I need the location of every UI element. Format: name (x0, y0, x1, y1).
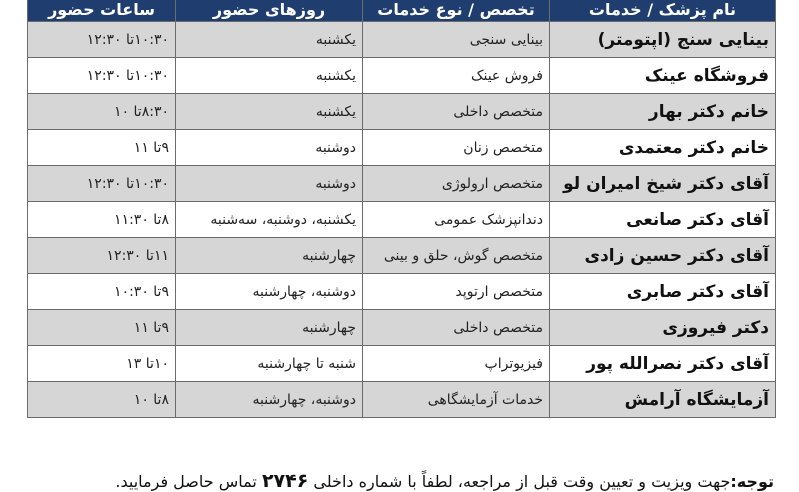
hours-cell: ۱۰:۳۰تا ۱۲:۳۰ (28, 166, 176, 202)
table-row (28, 346, 776, 382)
service-cell: متخصص ارولوژی (363, 166, 550, 202)
hours-cell: ۱۰:۳۰تا ۱۲:۳۰ (28, 58, 176, 94)
hours-cell: ۹تا ۱۱ (28, 310, 176, 346)
clinic-schedule-table (27, 0, 776, 418)
hours-cell: ۱۰تا ۱۳ (28, 346, 176, 382)
provider-cell: بینایی سنج (اپتومتر) (550, 22, 776, 58)
hours-cell: ۱۱تا ۱۲:۳۰ (28, 238, 176, 274)
table-row (28, 238, 776, 274)
provider-cell: آقای دکتر صابری (550, 274, 776, 310)
hours-cell: ۹تا ۱۱ (28, 130, 176, 166)
table-row (28, 166, 776, 202)
service-cell: متخصص زنان (363, 130, 550, 166)
table-row (28, 94, 776, 130)
days-cell: دوشنبه (176, 166, 363, 202)
days-cell: یکشنبه، دوشنبه، سه‌شنبه (176, 202, 363, 238)
table-row (28, 130, 776, 166)
table-row (28, 274, 776, 310)
provider-cell: آقای دکتر شیخ امیران لو (550, 166, 776, 202)
table-row (28, 22, 776, 58)
provider-cell: آقای دکتر نصرالله پور (550, 346, 776, 382)
days-cell: دوشنبه، چهارشنبه (176, 274, 363, 310)
provider-cell: آقای دکتر حسین زادی (550, 238, 776, 274)
provider-cell: خانم دکتر معتمدی (550, 130, 776, 166)
service-cell: متخصص داخلی (363, 94, 550, 130)
provider-cell: فروشگاه عینک (550, 58, 776, 94)
header-row (28, 0, 776, 22)
service-cell: خدمات آزمایشگاهی (363, 382, 550, 418)
days-cell: یکشنبه (176, 22, 363, 58)
table-row (28, 58, 776, 94)
days-cell: چهارشنبه (176, 238, 363, 274)
table-row (28, 310, 776, 346)
note-label: توجه: (730, 472, 774, 491)
days-cell: یکشنبه (176, 58, 363, 94)
table-header (28, 0, 776, 22)
provider-cell: آقای دکتر صانعی (550, 202, 776, 238)
extension-number: ۲۷۴۶ (261, 470, 309, 492)
service-cell: متخصص ارتوپد (363, 274, 550, 310)
table-row (28, 382, 776, 418)
service-cell: متخصص گوش، حلق و بینی (363, 238, 550, 274)
header-provider: نام پزشک / خدمات (550, 0, 776, 22)
service-cell: متخصص داخلی (363, 310, 550, 346)
hours-cell: ۸:۳۰تا ۱۰ (28, 94, 176, 130)
provider-cell: خانم دکتر بهار (550, 94, 776, 130)
days-cell: دوشنبه (176, 130, 363, 166)
days-cell: چهارشنبه (176, 310, 363, 346)
service-cell: بینایی سنجی (363, 22, 550, 58)
note-text-after: تماس حاصل فرمایید. (115, 472, 257, 491)
note-text-before: جهت ویزیت و تعیین وقت قبل از مراجعه، لطفاً با شماره داخلی (313, 472, 731, 491)
days-cell: شنبه تا چهارشنبه (176, 346, 363, 382)
hours-cell: ۱۰:۳۰تا ۱۲:۳۰ (28, 22, 176, 58)
hours-cell: ۹تا ۱۰:۳۰ (28, 274, 176, 310)
header-hours: ساعات حضور (28, 0, 176, 22)
days-cell: دوشنبه، چهارشنبه (176, 382, 363, 418)
header-service: تخصص / نوع خدمات (363, 0, 550, 22)
service-cell: فیزیوتراپ (363, 346, 550, 382)
provider-cell: دکتر فیروزی (550, 310, 776, 346)
hours-cell: ۸تا ۱۱:۳۰ (28, 202, 176, 238)
appointment-note (0, 470, 774, 492)
service-cell: دندانپزشک عمومی (363, 202, 550, 238)
days-cell: یکشنبه (176, 94, 363, 130)
table-row (28, 202, 776, 238)
table-body (28, 22, 776, 418)
hours-cell: ۸تا ۱۰ (28, 382, 176, 418)
provider-cell: آزمایشگاه آرامش (550, 382, 776, 418)
schedule-sheet (27, 0, 775, 418)
header-days: روزهای حضور (176, 0, 363, 22)
service-cell: فروش عینک (363, 58, 550, 94)
